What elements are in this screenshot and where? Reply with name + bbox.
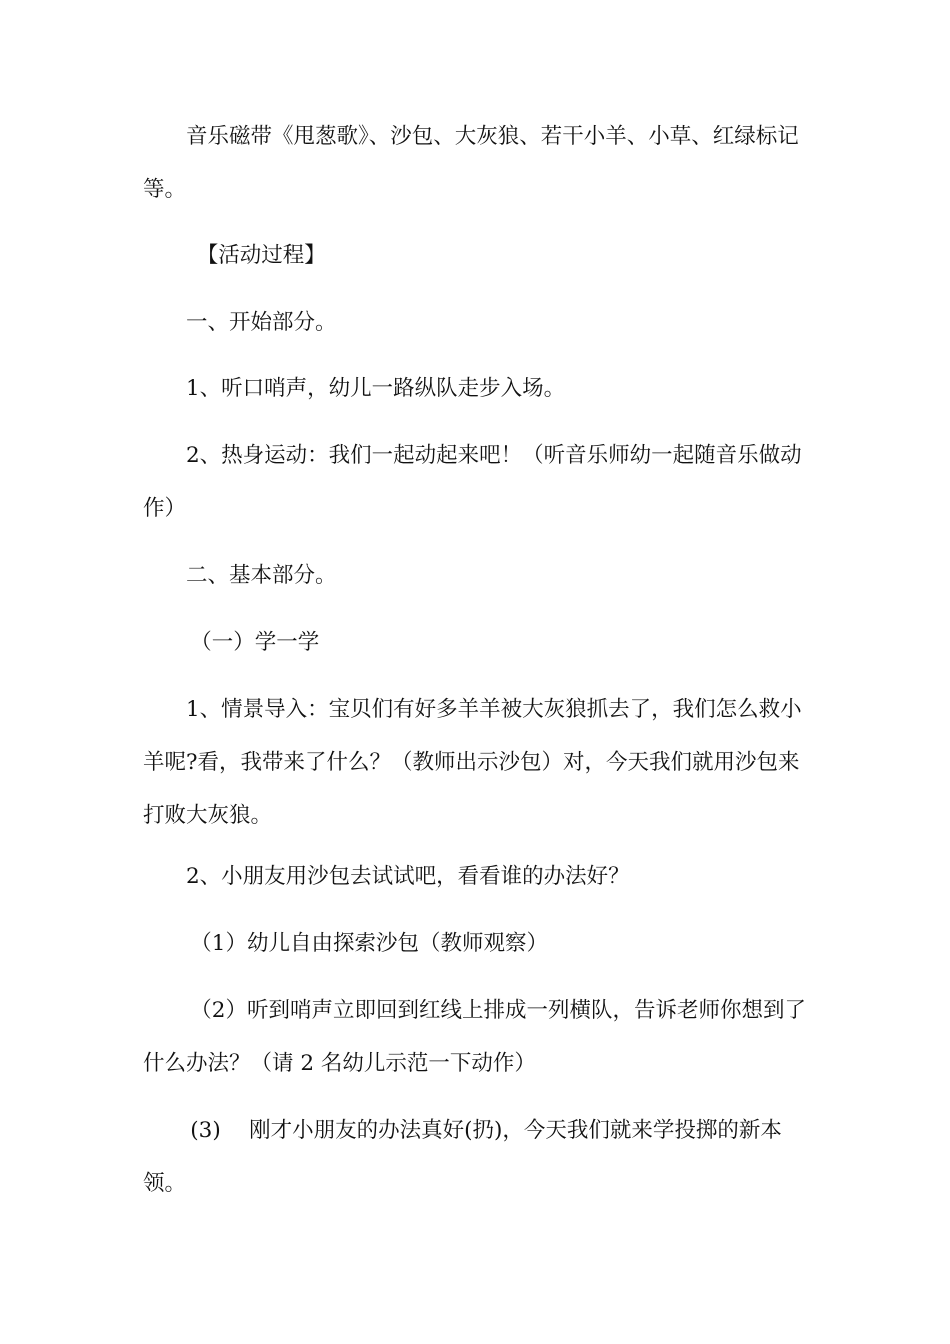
part-one-heading: 一、开始部分。 xyxy=(186,310,337,335)
materials-paragraph: 音乐磁带《甩葱歌》、沙包、大灰狼、若干小羊、小草、红绿标记等。 xyxy=(143,124,799,202)
try-sandbag-paragraph: 2、小朋友用沙包去试试吧，看看谁的办法好？ xyxy=(186,864,630,889)
step-two-paragraph: 2、热身运动：我们一起动起来吧！（听音乐师幼一起随音乐做动作） xyxy=(143,443,802,521)
activity-process-heading: 【活动过程】 xyxy=(196,243,326,268)
part-two-heading: 二、基本部分。 xyxy=(186,563,337,588)
step-one-paragraph: 1、听口哨声，幼儿一路纵队走步入场。 xyxy=(186,376,566,401)
new-skill-paragraph: (3) 刚才小朋友的办法真好(扔)，今天我们就来学投掷的新本领。 xyxy=(143,1118,782,1196)
learn-subheading: （一）学一学 xyxy=(190,630,320,655)
explore-paragraph: （1）幼儿自由探索沙包（教师观察） xyxy=(190,931,548,956)
line-up-paragraph: （2）听到哨声立即回到红线上排成一列横队，告诉老师你想到了什么办法？（请 2 名幼儿示范一下动作） xyxy=(143,998,806,1076)
scenario-intro-paragraph: 1、情景导入：宝贝们有好多羊羊被大灰狼抓去了，我们怎么救小羊呢?看，我带来了什么？（教师出示沙包）对，今天我们就用沙包来打败大灰狼。 xyxy=(143,697,802,828)
